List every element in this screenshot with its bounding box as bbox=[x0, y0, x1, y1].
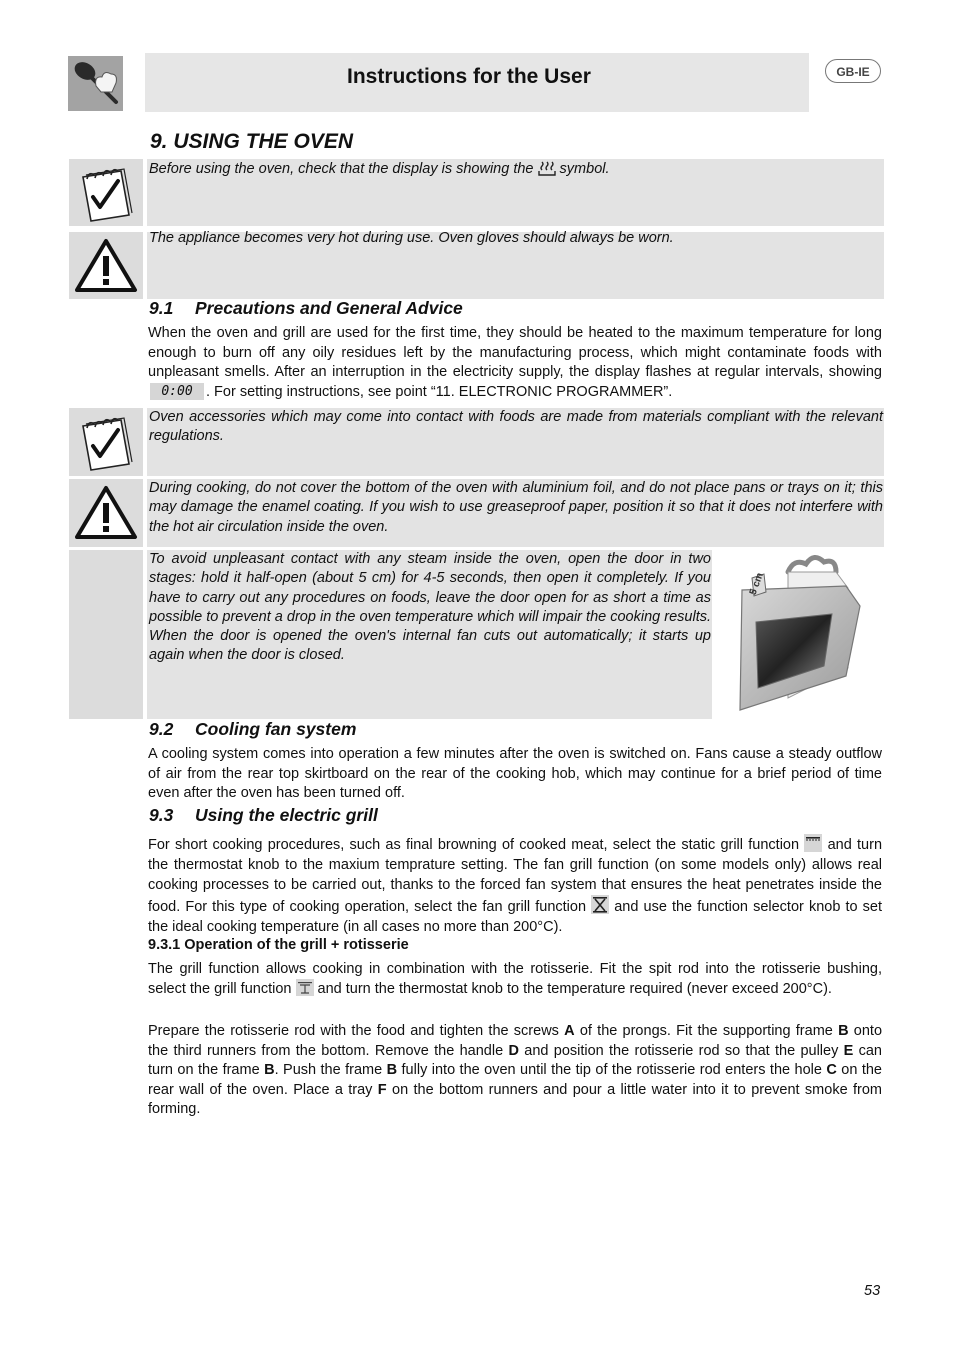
paragraph-text: Prepare the rotisserie rod with the food and tighten the screws bbox=[148, 1023, 565, 1039]
label-b: B bbox=[264, 1062, 275, 1079]
label-b: B bbox=[386, 1062, 398, 1079]
label-c: C bbox=[826, 1062, 837, 1079]
note-icon-box bbox=[69, 408, 143, 476]
paragraph-grill-rotisserie bbox=[148, 959, 882, 999]
warning-triangle-icon bbox=[69, 479, 143, 547]
subsection-number: 9.2 bbox=[149, 719, 174, 739]
notepad-check-icon bbox=[69, 159, 143, 226]
subsection-title-9-3 bbox=[149, 805, 378, 826]
paragraph-text: on the rear wall of the oven. Place a tray bbox=[148, 1062, 882, 1098]
note-text: During cooking, do not cover the bottom of the oven with aluminium foil, and do not place pans or trays on it; this may damage the enamel coating. If you wish to use greaseproof paper, position it so that it does not interfere with the hot air circulation inside the oven. bbox=[149, 480, 883, 535]
paragraph-text: and turn the thermostat knob to the temperature required (never exceed 200°C). bbox=[317, 981, 832, 997]
paragraph-electric-grill bbox=[148, 834, 882, 937]
paragraph-text: . Push the frame bbox=[274, 1062, 387, 1079]
display-readout: 0:00 bbox=[150, 383, 204, 400]
note-display-check bbox=[147, 159, 884, 226]
paragraph-cooling-fan bbox=[148, 745, 882, 804]
subsection-title-9-1 bbox=[149, 298, 463, 319]
paragraph-text: on the bottom runners and pour a little water into it to prevent smoke from forming. bbox=[148, 1081, 882, 1118]
label-d: D bbox=[508, 1042, 519, 1059]
grill-rotisserie-function-icon bbox=[296, 979, 314, 996]
fan-grill-function-icon bbox=[591, 895, 609, 914]
section-title: 9. USING THE OVEN bbox=[150, 130, 354, 153]
oven-door-illustration bbox=[728, 548, 878, 716]
paragraph-text: and turn the thermostat knob to the maxium temprature setting. The fan grill function (on some models only) allows real cooking processes to be carried out, thanks to the forced fan system that ensures the heat penetrates inside the food. For this type of cooking operation, select the fan grill function bbox=[148, 837, 883, 915]
oven-door-open-icon bbox=[728, 548, 878, 716]
subsection-title-text: Using the electric grill bbox=[195, 805, 378, 825]
subsection-title-9-2 bbox=[149, 719, 356, 740]
paragraph-precautions bbox=[148, 324, 882, 402]
label-e: E bbox=[843, 1042, 854, 1059]
note-hot-warning bbox=[147, 232, 884, 299]
note-icon-box bbox=[69, 159, 143, 226]
paragraph-text-end: . For setting instructions, see point “11. ELECTRONIC PROGRAMMER”. bbox=[206, 383, 673, 400]
paragraph-text: and use the function selector knob to set the ideal cooking temperature (in all cases no more than 200°C). bbox=[148, 899, 882, 935]
subsection-title-text: Cooling fan system bbox=[195, 719, 357, 739]
note-text: The appliance becomes very hot during use. Oven gloves should always be worn. bbox=[149, 230, 674, 246]
label-a: A bbox=[564, 1023, 575, 1039]
paragraph-text: onto the third runners from the bottom. Remove the handle bbox=[148, 1023, 883, 1059]
subsubsection-title-9-3-1: 9.3.1 Operation of the grill + rotisserie bbox=[148, 937, 409, 953]
notepad-check-icon bbox=[69, 408, 143, 476]
note-text: Oven accessories which may come into contact with foods are made from materials compliant with the relevant regulations. bbox=[149, 409, 883, 445]
page-header-title: Instructions for the User bbox=[347, 65, 591, 88]
warning-icon-box bbox=[69, 479, 143, 547]
warning-triangle-icon bbox=[69, 232, 143, 299]
language-badge: GB-IE bbox=[825, 59, 881, 83]
blank-icon-box bbox=[69, 550, 143, 719]
note-text: To avoid unpleasant contact with any steam inside the oven, open the door in two stages: hold it half-open (about 5 cm) for 4-5 seconds, then open it completely. If you have to carry out any procedures on foods, leave the door open for as short a time as possible to prevent a drop in the oven temperature which will impair the cooking results. When the door is opened the oven's internal fan cuts out automatically; it starts up again when the door is closed. bbox=[149, 551, 711, 664]
door-gap-label: 5 cm bbox=[747, 571, 766, 597]
paragraph-text: The grill function allows cooking in combination with the rotisserie. Fit the spit rod into the rotisserie bushing, select the grill function bbox=[148, 961, 882, 997]
paragraph-rotisserie-setup bbox=[148, 1022, 882, 1120]
label-f: F bbox=[377, 1081, 387, 1098]
paragraph-text: and position the rotisserie rod so that the pulley bbox=[518, 1042, 844, 1059]
paragraph-text: When the oven and grill are used for the first time, they should be heated to the maximum temperature for long enough to burn off any oily residues left by the manufacturing process, which might contaminate foods with unpleasant smells. After an interruption in the electricity supply, the display flashes at regular intervals, showing bbox=[148, 325, 882, 381]
note-steam bbox=[147, 550, 712, 719]
note-text-end: symbol. bbox=[559, 161, 610, 177]
paragraph-text: A cooling system comes into operation a few minutes after the oven is switched on. Fans cause a steady outflow of air from the rear top skirtboard on the rear of the cooking hob, which may continue for a brief period of time even after the oven has been turned off. bbox=[148, 746, 882, 802]
paragraph-text: fully into the oven until the tip of the rotisserie rod enters the hole bbox=[397, 1062, 827, 1079]
warning-icon-box bbox=[69, 232, 143, 299]
note-foil-warning bbox=[147, 479, 884, 547]
subsection-number: 9.1 bbox=[149, 298, 174, 318]
spoon-chef-hat-icon bbox=[68, 56, 123, 111]
page-number: 53 bbox=[864, 1283, 881, 1299]
paragraph-text: can turn on the frame bbox=[148, 1042, 882, 1079]
paragraph-text: of the prongs. Fit the supporting frame bbox=[574, 1023, 839, 1039]
paragraph-text: For short cooking procedures, such as final browning of cooked meat, select the static grill function bbox=[148, 837, 800, 853]
subsection-title-text: Precautions and General Advice bbox=[195, 298, 463, 318]
static-grill-function-icon bbox=[804, 834, 822, 852]
brand-logo bbox=[68, 56, 123, 111]
oven-heat-symbol-icon bbox=[538, 160, 556, 182]
note-accessories bbox=[147, 408, 884, 476]
label-b: B bbox=[838, 1023, 849, 1039]
subsection-number: 9.3 bbox=[149, 805, 174, 825]
note-text: Before using the oven, check that the display is showing the bbox=[149, 161, 534, 177]
